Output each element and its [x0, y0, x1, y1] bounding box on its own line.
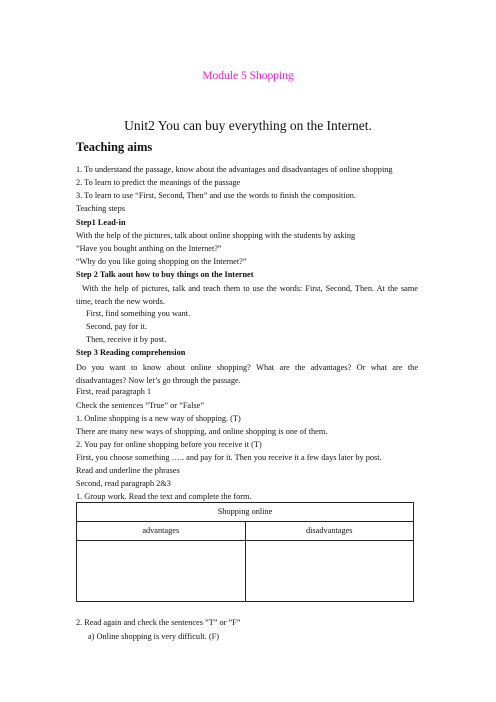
sentence-1-answer: There are many new ways of shopping, and online shopping is one of them.	[76, 427, 328, 436]
read-underline: Read and underline the phrases	[76, 466, 180, 475]
disadvantages-cell	[246, 541, 414, 601]
aim-1: 1. To understand the passage, know about the advantages and disadvantages of online shopping	[76, 165, 393, 174]
shopping-online-form	[76, 502, 414, 602]
step3-text: Do you want to know about online shopping? What are the advantages? Or what are the disadvantages? Now let’s go through the passage.	[76, 363, 418, 385]
module-title: Module 5 Shopping	[202, 70, 294, 82]
step2-heading: Step 2 Talk aout how to buy things on the Internet	[76, 270, 254, 279]
step1-heading: Step1 Lead-in	[76, 218, 126, 227]
advantages-header: advantages	[77, 522, 246, 540]
check-sentences: Check the sentences ”True” or ”False”	[76, 401, 205, 410]
group-work: 1. Group work. Read the text and complete the form.	[76, 492, 252, 501]
step1-question-2: “Why do you like going shopping on the Internet?”	[76, 257, 247, 266]
step1-question-1: ”Have you bought anthing on the Internet?”	[76, 244, 222, 253]
advantages-cell	[77, 541, 246, 601]
form-title: Shopping online	[77, 503, 413, 522]
sentence-2-answer: First, you choose something ….. and pay for it. Then you receive it a few days later by post.	[76, 453, 382, 462]
aim-2: 2. To learn to predict the meanings of the passage	[76, 178, 241, 187]
form-header-row	[77, 522, 413, 541]
read-again: 2. Read again and check the sentences ”T” or ”F”	[76, 618, 241, 627]
statement-a: a) Online shopping is very difficult. (F)	[88, 632, 219, 641]
sentence-1: 1. Online shopping is a new way of shopping. (T)	[76, 414, 241, 423]
step2-line-2: Second, pay for it.	[86, 322, 148, 331]
read-paragraph-1: First, read paragraph 1	[76, 387, 152, 396]
aims-heading: Teaching aims	[76, 140, 153, 154]
step1-intro: With the help of the pictures, talk about online shopping with the students by asking	[76, 231, 356, 240]
step3-heading: Step 3 Reading comprehension	[76, 348, 186, 357]
step2-line-3: Then, receive it by post.	[86, 335, 167, 344]
step2-line-1: First, find something you want.	[86, 309, 191, 318]
aim-3: 3. To learn to use “First, Second, Then” and use the words to finish the composition.	[76, 191, 357, 200]
form-body-row	[77, 541, 413, 601]
read-paragraph-2-3: Second, read paragraph 2&3	[76, 479, 171, 488]
sentence-2: 2. You pay for online shopping before you receive it (T)	[76, 440, 262, 449]
disadvantages-header: disadvantages	[305, 526, 353, 535]
teaching-steps-label: Teaching steps	[76, 204, 125, 213]
step2-text: With the help of pictures, talk and teach them to use the words: First, Second, Then. At the same time, teach the new words.	[76, 284, 418, 306]
unit-title: Unit2 You can buy everything on the Internet.	[124, 118, 372, 133]
